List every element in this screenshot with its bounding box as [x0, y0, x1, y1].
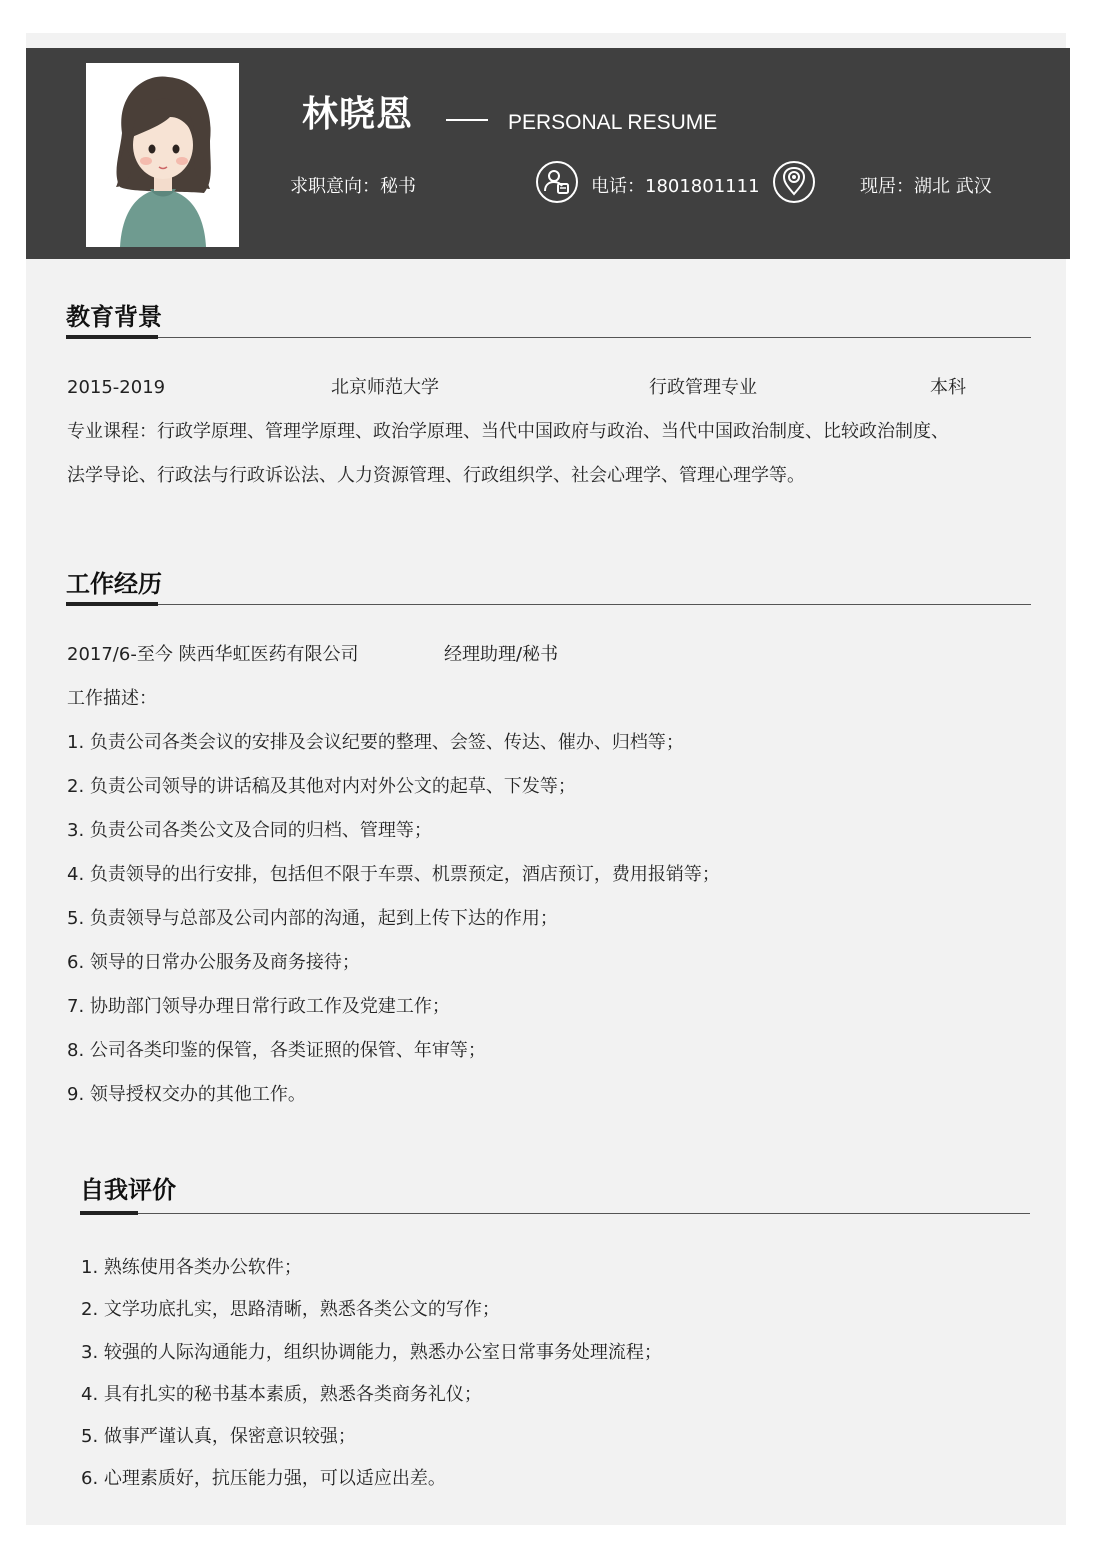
work-position: 经理助理/秘书 [444, 644, 559, 665]
work-rule [66, 604, 1031, 605]
resume-header [26, 48, 1070, 259]
resume-page [26, 33, 1066, 1525]
work-item: 2. 负责公司领导的讲话稿及其他对内对外公文的起草、下发等； [67, 776, 576, 797]
education-title: 教育背景 [66, 303, 162, 331]
edu-period: 2015-2019 [67, 377, 166, 398]
edu-school: 北京师范大学 [331, 377, 439, 398]
work-item: 3. 负责公司各类公文及合同的归档、管理等； [67, 820, 432, 841]
work-item: 8. 公司各类印鉴的保管，各类证照的保管、年审等； [67, 1040, 486, 1061]
self-eval-title: 自我评价 [80, 1176, 176, 1204]
work-item: 5. 负责领导与总部及公司内部的沟通，起到上传下达的作用； [67, 908, 558, 929]
self-eval-item: 2. 文学功底扎实，思路清晰，熟悉各类公文的写作； [81, 1299, 500, 1320]
self-eval-item: 3. 较强的人际沟通能力，组织协调能力，熟悉办公室日常事务处理流程； [81, 1342, 662, 1363]
edu-courses-line2: 法学导论、行政法与行政诉讼法、人力资源管理、行政组织学、社会心理学、管理心理学等。 [67, 465, 805, 486]
title-dash [446, 119, 488, 121]
avatar-illustration [86, 63, 239, 247]
job-intent: 求职意向：秘书 [290, 176, 416, 197]
phone-contact-icon [535, 160, 579, 204]
self-eval-item: 4. 具有扎实的秘书基本素质，熟悉各类商务礼仪； [81, 1384, 482, 1405]
edu-major: 行政管理专业 [649, 377, 757, 398]
location-pin-icon [772, 160, 816, 204]
work-title: 工作经历 [66, 570, 162, 598]
candidate-name: 林晓恩 [302, 94, 414, 135]
work-item: 6. 领导的日常办公服务及商务接待； [67, 952, 360, 973]
profile-photo [86, 63, 239, 247]
work-period-company: 2017/6-至今 陕西华虹医药有限公司 [67, 644, 359, 665]
phone-text: 电话：1801801111 [591, 176, 760, 197]
work-item: 9. 领导授权交办的其他工作。 [67, 1084, 306, 1105]
work-item: 1. 负责公司各类会议的安排及会议纪要的整理、会签、传达、催办、归档等； [67, 732, 684, 753]
self-eval-item: 1. 熟练使用各类办公软件； [81, 1257, 302, 1278]
self-eval-item: 5. 做事严谨认真，保密意识较强； [81, 1426, 356, 1447]
self-eval-rule-accent [80, 1211, 138, 1215]
work-desc-label: 工作描述： [67, 688, 157, 709]
resume-subtitle: PERSONAL RESUME [508, 111, 718, 134]
education-rule-accent [66, 335, 158, 339]
work-rule-accent [66, 602, 158, 606]
work-item: 7. 协助部门领导办理日常行政工作及党建工作； [67, 996, 450, 1017]
location-text: 现居：湖北 武汉 [860, 176, 992, 197]
self-eval-rule [80, 1213, 1030, 1214]
self-eval-item: 6. 心理素质好，抗压能力强，可以适应出差。 [81, 1468, 446, 1489]
work-item: 4. 负责领导的出行安排，包括但不限于车票、机票预定，酒店预订，费用报销等； [67, 864, 720, 885]
education-rule [66, 337, 1031, 338]
edu-degree: 本科 [930, 377, 966, 398]
edu-courses-line1: 专业课程：行政学原理、管理学原理、政治学原理、当代中国政府与政治、当代中国政治制度、比较政治制度、 [67, 421, 949, 442]
